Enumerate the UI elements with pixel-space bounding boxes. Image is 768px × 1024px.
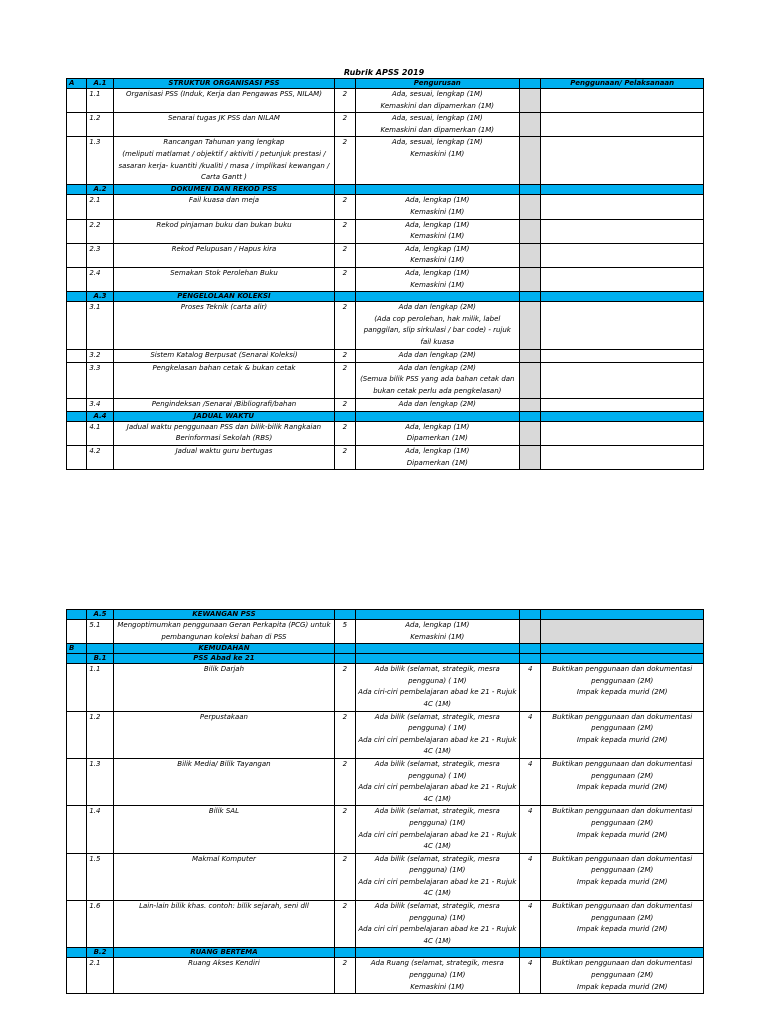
table-row bbox=[67, 758, 704, 805]
section-letter: B bbox=[67, 644, 87, 654]
item-score: 2 bbox=[335, 958, 355, 994]
item-criteria: Ada, lengkap (1M) Kemaskini (1M) bbox=[355, 195, 520, 219]
item-score: 2 bbox=[335, 806, 355, 853]
section-title: JADUAL WAKTU bbox=[113, 411, 334, 421]
item-score: 2 bbox=[335, 350, 355, 363]
section-title: RUANG BERTEMA bbox=[113, 948, 334, 958]
section-title: DOKUMEN DAN REKOD PSS bbox=[113, 185, 334, 195]
section-header-row bbox=[67, 644, 704, 654]
table-row bbox=[67, 113, 704, 137]
item-criteria: Ada, sesuai, lengkap (1M) Kemaskini dan dipamerkan (1M) bbox=[355, 113, 520, 137]
item-description: Bilik Media/ Bilik Tayangan bbox=[113, 758, 334, 805]
item-number: 2.1 bbox=[87, 958, 113, 994]
item-score: 2 bbox=[335, 445, 355, 469]
item-number: 4.2 bbox=[87, 445, 113, 469]
item-criteria: Ada dan lengkap (2M) bbox=[355, 398, 520, 411]
section-header-row bbox=[67, 292, 704, 302]
usage-criteria: Buktikan penggunaan dan dokumentasi penggunaan (2M) Impak kepada murid (2M) bbox=[541, 853, 704, 900]
item-score: 2 bbox=[335, 137, 355, 185]
item-description: Ruang Akses Kendiri bbox=[113, 958, 334, 994]
item-score: 2 bbox=[335, 302, 355, 350]
usage-score: 4 bbox=[520, 806, 541, 853]
item-score: 2 bbox=[335, 267, 355, 291]
table-row bbox=[67, 398, 704, 411]
table-row bbox=[67, 620, 704, 644]
usage-score: 4 bbox=[520, 758, 541, 805]
item-score: 5 bbox=[335, 620, 355, 644]
section-title: PSS Abad ke 21 bbox=[113, 654, 334, 664]
item-number: 1.2 bbox=[87, 711, 113, 758]
section-code: B.2 bbox=[87, 948, 113, 958]
item-score: 2 bbox=[335, 219, 355, 243]
item-criteria: Ada, lengkap (1M) Kemaskini (1M) bbox=[355, 620, 520, 644]
item-description: Mengoptimumkan penggunaan Geran Perkapita (PCG) untuk pembangunan koleksi bahan di PSS bbox=[113, 620, 334, 644]
table-row bbox=[67, 302, 704, 350]
rubric-table-b bbox=[66, 609, 704, 994]
section-code: A.1 bbox=[87, 79, 113, 89]
item-criteria: Ada Ruang (selamat, strategik, mesra pengguna) (1M) Kemaskini (1M) bbox=[355, 958, 520, 994]
table-row bbox=[67, 267, 704, 291]
table-row bbox=[67, 664, 704, 711]
section-code: A.2 bbox=[87, 185, 113, 195]
item-number: 1.5 bbox=[87, 853, 113, 900]
item-number: 3.1 bbox=[87, 302, 113, 350]
item-number: 1.1 bbox=[87, 89, 113, 113]
section-header-row bbox=[67, 411, 704, 421]
item-criteria: Ada, lengkap (1M) Kemaskini (1M) bbox=[355, 219, 520, 243]
column-header-pengurusan: Pengurusan bbox=[355, 79, 520, 89]
item-score: 2 bbox=[335, 758, 355, 805]
item-score: 2 bbox=[335, 362, 355, 398]
item-criteria: Ada, sesuai, lengkap (1M) Kemaskini (1M) bbox=[355, 137, 520, 185]
usage-score: 4 bbox=[520, 711, 541, 758]
usage-criteria: Buktikan penggunaan dan dokumentasi penggunaan (2M) Impak kepada murid (2M) bbox=[541, 711, 704, 758]
item-score: 2 bbox=[335, 195, 355, 219]
section-header-row bbox=[67, 610, 704, 620]
section-header-row bbox=[67, 79, 704, 89]
item-number: 2.1 bbox=[87, 195, 113, 219]
item-description: Bilik SAL bbox=[113, 806, 334, 853]
usage-criteria: Buktikan penggunaan dan dokumentasi penggunaan (2M) Impak kepada murid (2M) bbox=[541, 806, 704, 853]
item-criteria: Ada, sesuai, lengkap (1M) Kemaskini dan dipamerkan (1M) bbox=[355, 89, 520, 113]
section-title: PENGELOLAAN KOLEKSI bbox=[113, 292, 334, 302]
item-score: 2 bbox=[335, 398, 355, 411]
item-criteria: Ada, lengkap (1M) Dipamerkan (1M) bbox=[355, 445, 520, 469]
item-description: Rancangan Tahunan yang lengkap (meliputi matlamat / objektif / aktiviti / petunjuk prestasi / sasaran kerja- kuantiti /kualiti / masa / implikasi kewangan / Carta Gantt ) bbox=[113, 137, 334, 185]
item-number: 1.1 bbox=[87, 664, 113, 711]
item-description: Makmal Komputer bbox=[113, 853, 334, 900]
item-description: Jadual waktu guru bertugas bbox=[113, 445, 334, 469]
section-header-row bbox=[67, 948, 704, 958]
item-criteria: Ada bilik (selamat, strategik, mesra pengguna) (1M) Ada ciri ciri pembelajaran abad ke 21 - Rujuk 4C (1M) bbox=[355, 853, 520, 900]
item-criteria: Ada bilik (selamat, strategik, mesra pengguna) (1M) Ada ciri ciri pembelajaran abad ke 21 - Rujuk 4C (1M) bbox=[355, 901, 520, 948]
item-criteria: Ada dan lengkap (2M) (Ada cop perolehan, hak milik, label panggilan, slip sirkulasi / bar code) - rujuk fail kuasa bbox=[355, 302, 520, 350]
usage-criteria: Buktikan penggunaan dan dokumentasi penggunaan (2M) Impak kepada murid (2M) bbox=[541, 958, 704, 994]
item-number: 1.3 bbox=[87, 758, 113, 805]
item-description: Sistem Katalog Berpusat (Senarai Koleksi) bbox=[113, 350, 334, 363]
item-description: Proses Teknik (carta alir) bbox=[113, 302, 334, 350]
item-description: Jadual waktu penggunaan PSS dan bilik-bilik Rangkaian Berinformasi Sekolah (RBS) bbox=[113, 421, 334, 445]
table-row bbox=[67, 958, 704, 994]
item-number: 3.3 bbox=[87, 362, 113, 398]
item-description: Fail kuasa dan meja bbox=[113, 195, 334, 219]
table-row bbox=[67, 243, 704, 267]
section-title: KEMUDAHAN bbox=[113, 644, 334, 654]
usage-criteria: Buktikan penggunaan dan dokumentasi penggunaan (2M) Impak kepada murid (2M) bbox=[541, 664, 704, 711]
table-row bbox=[67, 853, 704, 900]
item-description: Rekod pinjaman buku dan bukan buku bbox=[113, 219, 334, 243]
table-row bbox=[67, 711, 704, 758]
table-row bbox=[67, 350, 704, 363]
section-code: A.4 bbox=[87, 411, 113, 421]
usage-score: 4 bbox=[520, 853, 541, 900]
item-number: 2.2 bbox=[87, 219, 113, 243]
table-row bbox=[67, 901, 704, 948]
table-row bbox=[67, 362, 704, 398]
item-number: 1.4 bbox=[87, 806, 113, 853]
item-description: Semakan Stok Perolehan Buku bbox=[113, 267, 334, 291]
item-criteria: Ada bilik (selamat, strategik, mesra pengguna) ( 1M) Ada ciri-ciri pembelajaran abad ke 21 - Rujuk 4C (1M) bbox=[355, 664, 520, 711]
usage-criteria: Buktikan penggunaan dan dokumentasi penggunaan (2M) Impak kepada murid (2M) bbox=[541, 901, 704, 948]
item-score: 2 bbox=[335, 421, 355, 445]
usage-score: 4 bbox=[520, 664, 541, 711]
column-header-pelaksanaan: Penggunaan/ Pelaksanaan bbox=[541, 79, 704, 89]
item-criteria: Ada, lengkap (1M) Kemaskini (1M) bbox=[355, 243, 520, 267]
section-header-row bbox=[67, 185, 704, 195]
item-description: Pengkelasan bahan cetak & bukan cetak bbox=[113, 362, 334, 398]
document-title: Rubrik APSS 2019 bbox=[343, 68, 425, 77]
item-score: 2 bbox=[335, 711, 355, 758]
item-score: 2 bbox=[335, 243, 355, 267]
table-row bbox=[67, 219, 704, 243]
item-number: 4.1 bbox=[87, 421, 113, 445]
item-criteria: Ada bilik (selamat, strategik, mesra pengguna) ( 1M) Ada ciri ciri pembelajaran abad ke 21 - Rujuk 4C (1M) bbox=[355, 758, 520, 805]
table-row bbox=[67, 89, 704, 113]
item-description: Senarai tugas JK PSS dan NILAM bbox=[113, 113, 334, 137]
table-row bbox=[67, 195, 704, 219]
item-description: Lain-lain bilik khas. contoh: bilik sejarah, seni dll bbox=[113, 901, 334, 948]
item-score: 2 bbox=[335, 853, 355, 900]
item-number: 2.3 bbox=[87, 243, 113, 267]
section-title: KEWANGAN PSS bbox=[113, 610, 334, 620]
usage-score: 4 bbox=[520, 958, 541, 994]
item-score: 2 bbox=[335, 113, 355, 137]
item-score: 2 bbox=[335, 901, 355, 948]
item-description: Pengindeksan /Senarai /Bibliografi/bahan bbox=[113, 398, 334, 411]
section-code: A.3 bbox=[87, 292, 113, 302]
item-criteria: Ada dan lengkap (2M) bbox=[355, 350, 520, 363]
item-number: 1.6 bbox=[87, 901, 113, 948]
table-row bbox=[67, 421, 704, 445]
item-number: 1.2 bbox=[87, 113, 113, 137]
table-row bbox=[67, 806, 704, 853]
table-row bbox=[67, 445, 704, 469]
item-criteria: Ada bilik (selamat, strategik, mesra pengguna) (1M) Ada ciri ciri pembelajaran abad ke 21 - Rujuk 4C (1M) bbox=[355, 806, 520, 853]
item-criteria: Ada bilik (selamat, strategik, mesra pengguna) ( 1M) Ada ciri ciri pembelajaran abad ke 21 - Rujuk 4C (1M) bbox=[355, 711, 520, 758]
item-criteria: Ada, lengkap (1M) Dipamerkan (1M) bbox=[355, 421, 520, 445]
section-title: STRUKTUR ORGANISASI PSS bbox=[113, 79, 334, 89]
usage-criteria: Buktikan penggunaan dan dokumentasi penggunaan (2M) Impak kepada murid (2M) bbox=[541, 758, 704, 805]
item-score: 2 bbox=[335, 664, 355, 711]
section-code: A.5 bbox=[87, 610, 113, 620]
rubric-table-a bbox=[66, 78, 704, 470]
item-description: Organisasi PSS (Induk, Kerja dan Pengawas PSS, NILAM) bbox=[113, 89, 334, 113]
item-description: Rekod Pelupusan / Hapus kira bbox=[113, 243, 334, 267]
item-description: Perpustakaan bbox=[113, 711, 334, 758]
section-header-row bbox=[67, 654, 704, 664]
table-row bbox=[67, 137, 704, 185]
item-score: 2 bbox=[335, 89, 355, 113]
item-criteria: Ada, lengkap (1M) Kemaskini (1M) bbox=[355, 267, 520, 291]
item-number: 1.3 bbox=[87, 137, 113, 185]
section-code: B.1 bbox=[87, 654, 113, 664]
item-number: 2.4 bbox=[87, 267, 113, 291]
section-letter: A bbox=[67, 79, 87, 89]
item-number: 3.4 bbox=[87, 398, 113, 411]
item-number: 5.1 bbox=[87, 620, 113, 644]
item-criteria: Ada dan lengkap (2M) (Semua bilik PSS yang ada bahan cetak dan bukan cetak perlu ada pengkelasan) bbox=[355, 362, 520, 398]
usage-score: 4 bbox=[520, 901, 541, 948]
item-description: Bilik Darjah bbox=[113, 664, 334, 711]
item-number: 3.2 bbox=[87, 350, 113, 363]
